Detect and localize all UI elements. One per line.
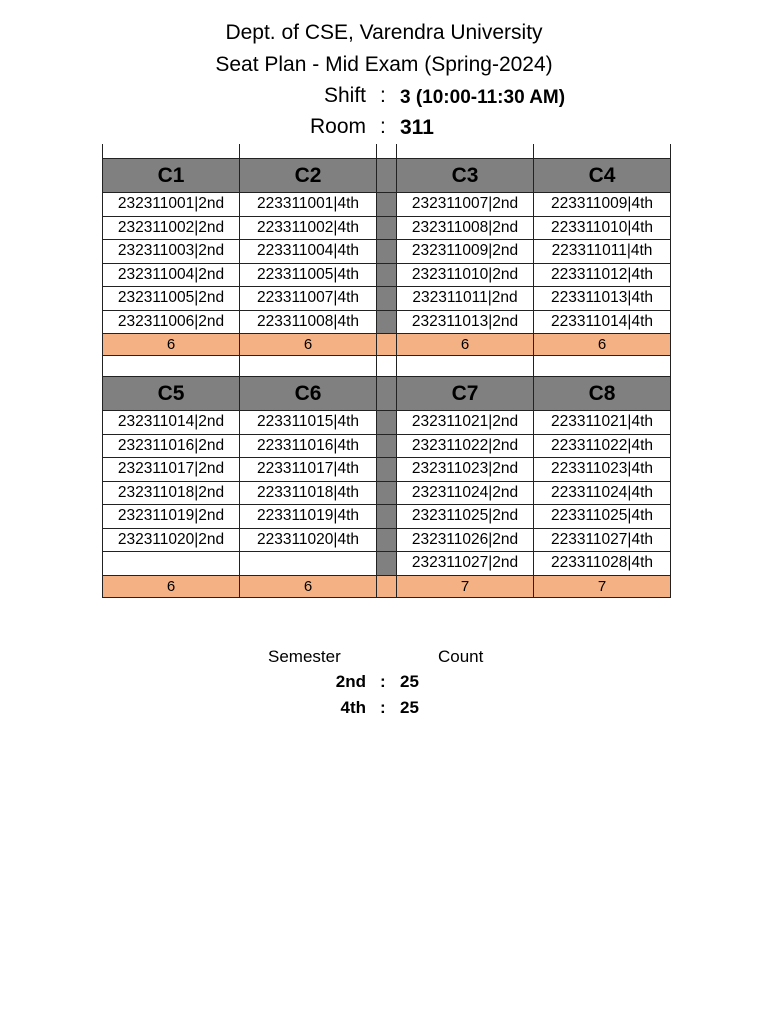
blank-cell	[534, 356, 671, 377]
seat-cell: 232311022|2nd	[397, 434, 534, 458]
spacer-row	[103, 356, 671, 377]
seat-cell: 223311002|4th	[240, 216, 377, 240]
seat-row	[103, 287, 671, 311]
seat-row	[103, 528, 671, 552]
seat-cell: 223311001|4th	[240, 193, 377, 217]
seat-cell: 232311025|2nd	[397, 505, 534, 529]
aisle-cell	[377, 458, 397, 482]
seat-cell: 232311006|2nd	[103, 310, 240, 334]
seat-cell: 223311025|4th	[534, 505, 671, 529]
seat-row	[103, 193, 671, 217]
count-cell: 6	[240, 334, 377, 356]
seat-cell: 232311019|2nd	[103, 505, 240, 529]
seat-cell: 223311021|4th	[534, 411, 671, 435]
count-cell: 6	[103, 575, 240, 597]
column-header: C8	[534, 377, 671, 411]
count-cell: 7	[534, 575, 671, 597]
column-header: C6	[240, 377, 377, 411]
count-cell: 6	[397, 334, 534, 356]
seat-row	[103, 216, 671, 240]
column-header: C5	[103, 377, 240, 411]
column-header: C1	[103, 159, 240, 193]
summary-semester-header: Semester	[268, 647, 341, 666]
aisle-cell	[377, 505, 397, 529]
summary-row	[0, 698, 768, 722]
seat-row	[103, 434, 671, 458]
aisle-cell	[377, 263, 397, 287]
seat-cell: 232311001|2nd	[103, 193, 240, 217]
room-label: Room	[309, 115, 366, 138]
seat-cell: 232311016|2nd	[103, 434, 240, 458]
aisle-cell	[377, 552, 397, 576]
column-header: C7	[397, 377, 534, 411]
column-header-row	[103, 377, 671, 411]
seat-cell: 223311007|4th	[240, 287, 377, 311]
blank-cell	[103, 356, 240, 377]
seat-cell: 223311022|4th	[534, 434, 671, 458]
aisle-cell	[377, 334, 397, 356]
aisle-cell	[377, 528, 397, 552]
blank-cell	[103, 144, 240, 159]
count-row	[103, 575, 671, 597]
seat-cell	[240, 552, 377, 576]
seat-cell: 223311008|4th	[240, 310, 377, 334]
aisle-cell	[377, 411, 397, 435]
exam-title: Seat Plan - Mid Exam (Spring-2024)	[215, 53, 553, 76]
blank-cell	[377, 356, 397, 377]
seat-cell: 223311010|4th	[534, 216, 671, 240]
top-border-row	[103, 144, 671, 159]
seat-cell: 223311004|4th	[240, 240, 377, 264]
seat-row	[103, 458, 671, 482]
summary-count: 25	[400, 672, 419, 691]
shift-row	[0, 84, 768, 114]
seat-cell: 232311017|2nd	[103, 458, 240, 482]
seat-cell: 232311021|2nd	[397, 411, 534, 435]
count-cell: 6	[534, 334, 671, 356]
seat-cell: 223311014|4th	[534, 310, 671, 334]
column-header: C3	[397, 159, 534, 193]
aisle-cell	[377, 216, 397, 240]
seat-row	[103, 481, 671, 505]
seat-cell: 232311007|2nd	[397, 193, 534, 217]
aisle-cell	[377, 240, 397, 264]
summary-row	[0, 672, 768, 696]
seat-cell: 232311005|2nd	[103, 287, 240, 311]
column-header-row	[103, 159, 671, 193]
shift-value: 3 (10:00-11:30 AM)	[400, 87, 566, 108]
seat-row	[103, 263, 671, 287]
seat-row	[103, 411, 671, 435]
blank-cell	[534, 144, 671, 159]
seat-cell: 223311018|4th	[240, 481, 377, 505]
seat-cell: 232311010|2nd	[397, 263, 534, 287]
aisle-cell	[377, 159, 397, 193]
seat-cell	[103, 552, 240, 576]
column-header: C2	[240, 159, 377, 193]
summary-separator: :	[380, 672, 386, 691]
aisle-cell	[377, 434, 397, 458]
summary-semester: 4th	[340, 698, 366, 717]
room-separator: :	[380, 115, 386, 138]
column-header: C4	[534, 159, 671, 193]
blank-cell	[240, 356, 377, 377]
seat-cell: 232311002|2nd	[103, 216, 240, 240]
summary-semester: 2nd	[335, 672, 366, 691]
summary-count: 25	[400, 698, 419, 717]
seat-row	[103, 505, 671, 529]
aisle-cell	[377, 193, 397, 217]
seat-cell: 223311028|4th	[534, 552, 671, 576]
count-cell: 6	[240, 575, 377, 597]
seat-cell: 223311013|4th	[534, 287, 671, 311]
blank-cell	[397, 144, 534, 159]
seat-plan-table	[102, 144, 671, 598]
seat-cell: 232311026|2nd	[397, 528, 534, 552]
seat-cell: 232311018|2nd	[103, 481, 240, 505]
aisle-cell	[377, 575, 397, 597]
aisle-cell	[377, 287, 397, 311]
seat-row	[103, 310, 671, 334]
seat-cell: 223311009|4th	[534, 193, 671, 217]
seat-cell: 232311003|2nd	[103, 240, 240, 264]
seat-cell: 232311024|2nd	[397, 481, 534, 505]
seat-cell: 223311019|4th	[240, 505, 377, 529]
seat-cell: 223311012|4th	[534, 263, 671, 287]
seat-cell: 223311005|4th	[240, 263, 377, 287]
seat-cell: 232311004|2nd	[103, 263, 240, 287]
seat-cell: 232311013|2nd	[397, 310, 534, 334]
count-cell: 7	[397, 575, 534, 597]
blank-cell	[397, 356, 534, 377]
seat-cell: 223311024|4th	[534, 481, 671, 505]
seat-cell: 223311016|4th	[240, 434, 377, 458]
seat-cell: 223311023|4th	[534, 458, 671, 482]
room-value: 311	[400, 116, 434, 139]
aisle-cell	[377, 377, 397, 411]
seat-cell: 223311015|4th	[240, 411, 377, 435]
seat-cell: 232311023|2nd	[397, 458, 534, 482]
seat-row	[103, 240, 671, 264]
blank-cell	[240, 144, 377, 159]
shift-label: Shift	[323, 84, 366, 107]
seat-cell: 223311017|4th	[240, 458, 377, 482]
seat-cell: 232311008|2nd	[397, 216, 534, 240]
blank-cell	[377, 144, 397, 159]
count-row	[103, 334, 671, 356]
aisle-cell	[377, 310, 397, 334]
seat-cell: 232311020|2nd	[103, 528, 240, 552]
seat-cell: 232311011|2nd	[397, 287, 534, 311]
summary-count-header: Count	[438, 647, 484, 666]
seat-cell: 223311020|4th	[240, 528, 377, 552]
aisle-cell	[377, 481, 397, 505]
department-title: Dept. of CSE, Varendra University	[225, 21, 543, 44]
shift-separator: :	[380, 84, 386, 107]
seat-cell: 232311014|2nd	[103, 411, 240, 435]
seat-cell: 223311027|4th	[534, 528, 671, 552]
room-row	[0, 115, 768, 145]
seat-cell: 232311027|2nd	[397, 552, 534, 576]
seat-cell: 232311009|2nd	[397, 240, 534, 264]
seat-row	[103, 552, 671, 576]
count-cell: 6	[103, 334, 240, 356]
seat-cell: 223311011|4th	[534, 240, 671, 264]
summary-separator: :	[380, 698, 386, 717]
